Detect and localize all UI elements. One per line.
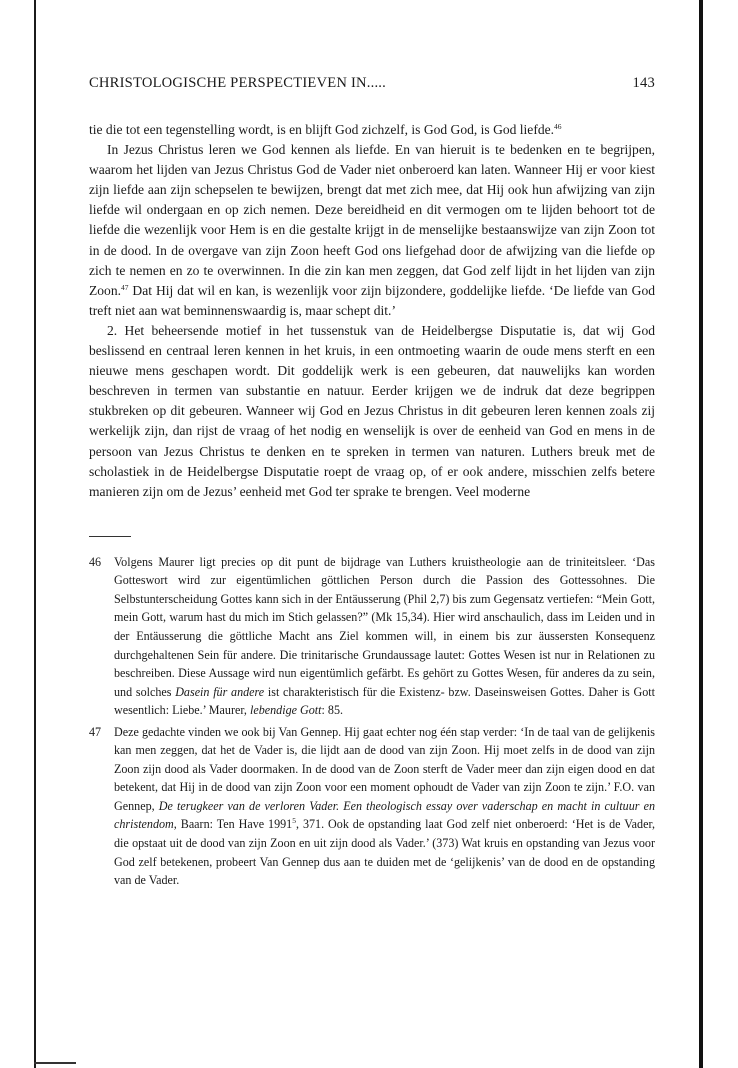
paragraph-1: tie die tot een tegenstelling wordt, is en blijft God zichzelf, is God God, is God liefde.$^{46}$: [89, 122, 562, 137]
footnote-46: 46 Volgens Maurer ligt precies op dit punt de bijdrage van Luthers kruistheologie aan de triniteitsleer. ‘Das Gotteswort wird zur eigentümlichen göttlichen Person durch die Passion des Gottessohnes. Die Selbstunterscheidung Gottes kann sich in der Entäusserung (Phil 2,7) bis zum Gegensatz vertiefen: “Mein Gott, mein Gott, warum hast du mich im Stich gelassen?” (Mk 15,34). Hier wird anschaulich, dass im Leiden und in der Entäusserung die göttliche Macht ans Ziel kommen will, in einem bis zur äussersten Konsequenz durchgehaltenen Sein für andere. Die trinitarische Grundaussage lautet: Gottes Wesen ist nur in Relationen zu beschreiben. Diese Aussage wird nun eigentümlich gefärbt. Es gehört zu Gottes Wesen, für anderes da zu sein, und solches Dasein für andere ist charakteristisch für die Existenz- bzw. Daseinsweisen Gottes. Daher is Gott wesentlich: Liebe.’ Maurer, lebendige Gott: 85.: [89, 554, 655, 718]
footnote-ref-47[interactable]: 47: [120, 282, 129, 292]
footnote-number: 46: [89, 554, 102, 569]
scan-bottom-mark: [34, 1062, 76, 1064]
footnote-ref-46[interactable]: 46: [554, 122, 562, 131]
paragraph-3: 2. Het beheersende motief in het tussenstuk van de Heidelbergse Disputatie is, dat wij God beslissend en centraal leren kennen in het kruis, in een ontmoeting waarin de oude mens sterft en een nieuwe mens geschapen wordt. Dit goddelijk werk is een gebeuren, dat nauwelijks kan worden beschreven in termen van substantie en natuur. Eerder krijgen we de indruk dat deze begrippen stukbreken op dit gebeuren. Wanneer wij God en Jezus Christus in dit gebeuren leren kennen zoals zij werkelijk zijn, dan rijst de vraag of het nodig en wenselijk is over de eenheid van God en mens in de persoon van Jezus Christus te denken en te spreken in termen van naturen. Luthers breuk met de scholastiek in de Heidelbergse Disputatie roept de vraag op, of er ook andere, misschien zelfs betere manieren zijn om de Jezus’ eenheid met God ter sprake te brengen. Veel moderne: [89, 322, 655, 499]
running-title: CHRISTOLOGISCHE PERSPECTIEVEN IN.....: [89, 75, 386, 91]
scan-right-edge: [699, 0, 703, 1068]
footnote-separator: [89, 536, 131, 537]
footnotes: [89, 553, 655, 890]
footnote-47: 47 Deze gedachte vinden we ook bij Van Gennep. Hij gaat echter nog één stap verder: ‘In de taal van de gelijkenis kan men zeggen, dat het de Vader is, die lijdt aan de dood van zijn Zoon. Hij moet zelfs in de dood van zijn Zoon zijn dood als Vader doormaken. In de dood van de Zoon sterft de Vader meer dan zijn eigen dood en dat betekent, dat Hij in de dood van zijn Zoon voor een moment ophoudt de Vader van zijn Zoon te zijn.’ F.O. van Gennep, De terugkeer van de verloren Vader. Een theologisch essay over vaderschap en macht in cultuur en christendom, Baarn: Ten Have 1991$^5$, 371. Ook de opstanding laat God zelf niet onberoerd: ‘Het is de Vader, die opstaat uit de dood van zijn Zoon en uit zijn dood als Vader.’ (373) Wat kruis en opstanding van Jezus voor God zelf betekenen, probeert Van Gennep dus aan te duiden met de ‘gelijkenis’ van de dood en de opstanding van de Vader.: [89, 724, 656, 888]
paragraph-2: In Jezus Christus leren we God kennen als liefde. En van hieruit is te bedenken en te begrijpen, waarom het lijden van Jezus Christus God de Vader niet onberoerd kan laten. Wanneer Hij er voor kiest zijn liefde aan zijn schepselen te bewijzen, brengt dat met zich mee, dat Hij ook hun afwijzing van zijn liefde wil ondergaan en op zich nemen. Deze bereidheid en dit vermogen om te lijden behoort tot de liefde die wezenlijk voor Hem is en die gestalte krijgt in de menselijke bestaanswijze van zijn Zoon tot in de dood. In de overgave van zijn Zoon heeft God ons liefgehad door de afwijzing van die liefde op zich te nemen en zo te overwinnen. In die zin kan men zeggen, dat God zelf lijdt in het lijden van zijn Zoon.$^{47}$ Dat Hij dat wil en kan, is wezenlijk voor zijn bijzondere, goddelijke liefde. ‘De liefde van God treft niet aan wat beminnenswaardig is, maar schept dit.’: [89, 142, 655, 318]
footnote-number: 47: [89, 724, 102, 739]
page-number: 143: [632, 75, 655, 91]
main-text: [89, 120, 655, 502]
book-page: [89, 75, 655, 893]
scan-left-edge: [34, 0, 36, 1068]
running-header: [89, 75, 655, 99]
